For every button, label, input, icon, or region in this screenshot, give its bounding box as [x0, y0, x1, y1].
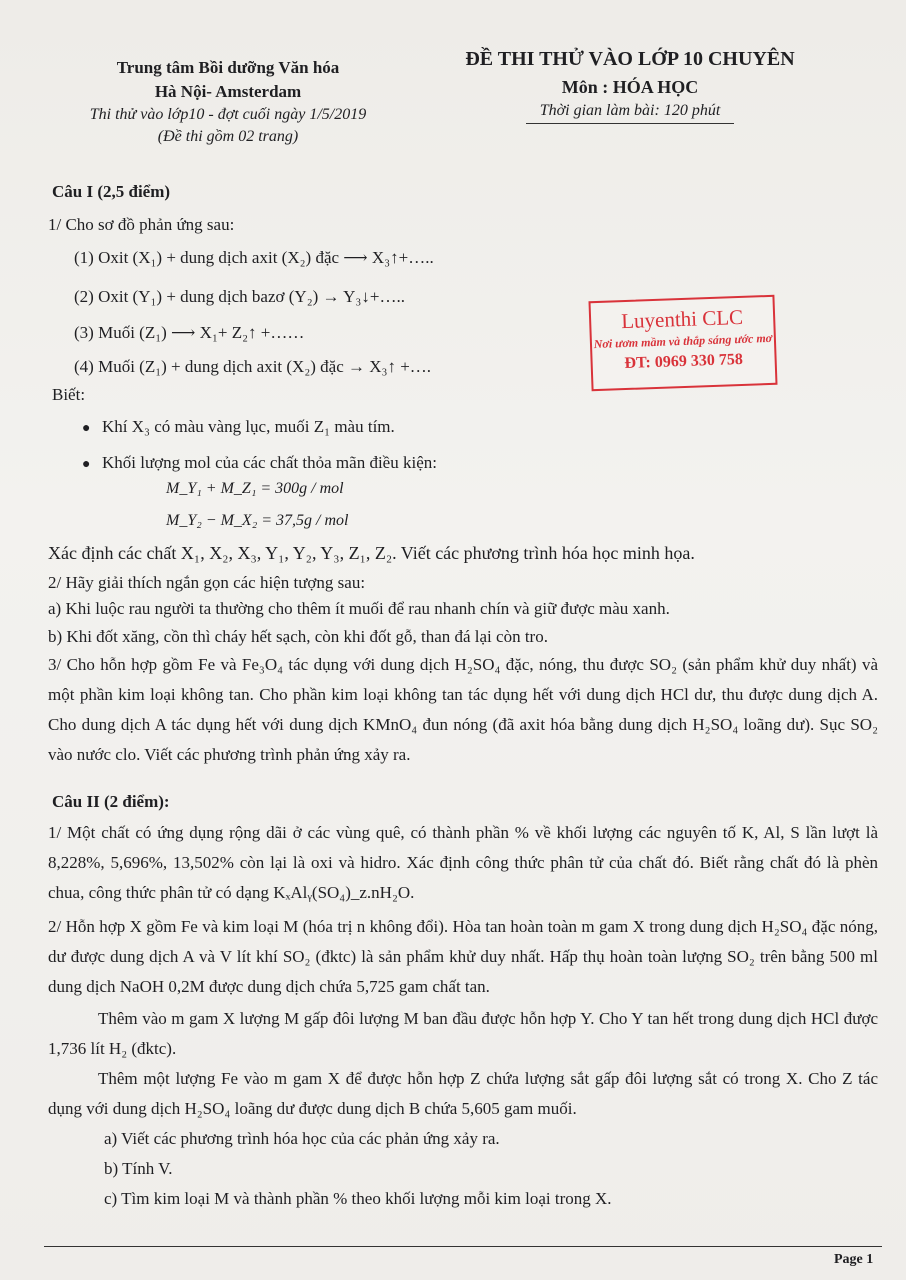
exam-header: [440, 44, 820, 124]
bullet-dot-icon: ●: [82, 457, 91, 472]
reaction-3: (3) Muối (Z₁) ⟶ X₁+ Z₂↑ +……: [74, 323, 305, 342]
reaction-4: (4) Muối (Z₁) + dung dịch axit (X₂) đặc → X₃↑ +….: [74, 357, 432, 376]
q2-sub-b: b) Tính V.: [104, 1159, 173, 1178]
reaction-1: (1) Oxit (X₁) + dung dịch axit (X₂) đặc ⟶ X₃↑+…..: [74, 248, 434, 267]
determine-text: Xác định các chất X₁, X₂, X₃, Y₁, Y₂, Y₃, Z₁, Z₂. Viết các phương trình hóa học minh họa.: [48, 543, 695, 563]
page-count-note: (Đề thi gồm 02 trang): [157, 128, 299, 145]
school-location: Hà Nội- Amsterdam: [154, 82, 302, 101]
question-2-title: Câu II (2 điểm):: [52, 792, 170, 811]
equation-1: M_Y₁ + M_Z₁ = 300g / mol: [166, 480, 344, 497]
bullet-2: [82, 448, 437, 480]
footer-rule: [44, 1246, 882, 1247]
reaction-2: (2) Oxit (Y₁) + dung dịch bazơ (Y₂) → Y₃↓+…..: [74, 287, 405, 306]
exam-title: ĐỀ THI THỬ VÀO LỚP 10 CHUYÊN: [465, 48, 795, 70]
q1-part2-a: a) Khi luộc rau người ta thường cho thêm ít muối để rau nhanh chín và giữ được màu xanh.: [48, 599, 670, 618]
bullet-dot-icon: ●: [82, 421, 91, 436]
question-1-title: Câu I (2,5 điểm): [52, 182, 171, 201]
q1-part1-intro: 1/ Cho sơ đồ phản ứng sau:: [48, 215, 235, 234]
exam-subject: Môn : HÓA HỌC: [561, 77, 699, 97]
exam-date: Thi thử vào lớp10 - đợt cuối ngày 1/5/2019: [89, 106, 367, 123]
q2-part1: 1/ Một chất có ứng dụng rộng dãi ở các vùng quê, có thành phần % về khối lượng các nguyên tố K, Al, S lần lượt là 8,228%, 5,696%, 13,502% còn lại là oxi và hidro. Xác định công thức phân tử của chất đó. Biết rằng chất đó là phèn chua, công thức phân tử có dạng KₓAlᵧ(SO₄)_z.nH₂O.: [48, 823, 878, 902]
bullet-1-text: Khí X₃ có màu vàng lục, muối Z₁ màu tím.: [102, 417, 395, 436]
q1-part3: 3/ Cho hỗn hợp gồm Fe và Fe₃O₄ tác dụng với dung dịch H₂SO₄ đặc, nóng, thu được SO₂ (sản phẩm khử duy nhất) và một phần kim loại không tan. Cho phần kim loại không tan tác dụng hết với dung dịch HCl dư, thu được dung dịch A. Cho dung dịch A tác dụng hết với dung dịch KMnO₄ đun nóng (đã axit hóa bằng dung dịch H₂SO₄ loãng dư). Sục SO₂ vào nước clo. Viết các phương trình phản ứng xảy ra.: [48, 655, 878, 764]
page-number: Page 1: [834, 1252, 874, 1267]
stamp-name: Luyenthi CLC: [620, 304, 744, 334]
q2-part2-para2: Thêm vào m gam X lượng M gấp đôi lượng M ban đầu được hỗn hợp Y. Cho Y tan hết trong dung dịch HCl được 1,736 lít H₂ (đktc).: [48, 1009, 878, 1058]
q1-part2-intro: 2/ Hãy giải thích ngắn gọn các hiện tượng sau:: [48, 573, 366, 592]
q2-sub-c: c) Tìm kim loại M và thành phần % theo khối lượng mỗi kim loại trong X.: [104, 1189, 612, 1208]
q1-part2-b: b) Khi đốt xăng, cồn thì cháy hết sạch, còn khi đốt gỗ, than đá lại còn tro.: [48, 627, 548, 646]
school-header: [48, 56, 408, 148]
exam-duration: Thời gian làm bài: 120 phút: [526, 100, 735, 124]
q2-sub-a: a) Viết các phương trình hóa học của các phản ứng xảy ra.: [104, 1129, 500, 1148]
known-label: Biết:: [52, 385, 86, 404]
q2-part2: 2/ Hỗn hợp X gồm Fe và kim loại M (hóa trị n không đổi). Hòa tan hoàn toàn m gam X trong dung dịch H₂SO₄ đặc nóng, dư được dung dịch A và V lít khí SO₂ (đktc) là sản phẩm khử duy nhất. Hấp thụ hoàn toàn lượng SO₂ trên bằng 500 ml dung dịch NaOH 0,2M được dung dịch chứa 5,725 gam chất tan.: [48, 917, 878, 996]
q2-part2-para3: Thêm một lượng Fe vào m gam X để được hỗn hợp Z chứa lượng sắt gấp đôi lượng sắt có trong X. Cho Z tác dụng với dung dịch H₂SO₄ loãng dư được dung dịch B chứa 5,605 gam muối.: [48, 1069, 878, 1118]
stamp-phone: ĐT: 0969 330 758: [624, 350, 744, 373]
center-stamp: [588, 295, 777, 391]
school-name: Trung tâm Bồi dưỡng Văn hóa: [116, 58, 340, 77]
equation-2: M_Y₂ − M_X₂ = 37,5g / mol: [166, 512, 349, 529]
stamp-slogan: Nơi ươm mầm và thắp sáng ước mơ: [593, 330, 773, 352]
bullet-1: [82, 412, 395, 444]
bullet-2-text: Khối lượng mol của các chất thỏa mãn điều kiện:: [102, 453, 437, 472]
